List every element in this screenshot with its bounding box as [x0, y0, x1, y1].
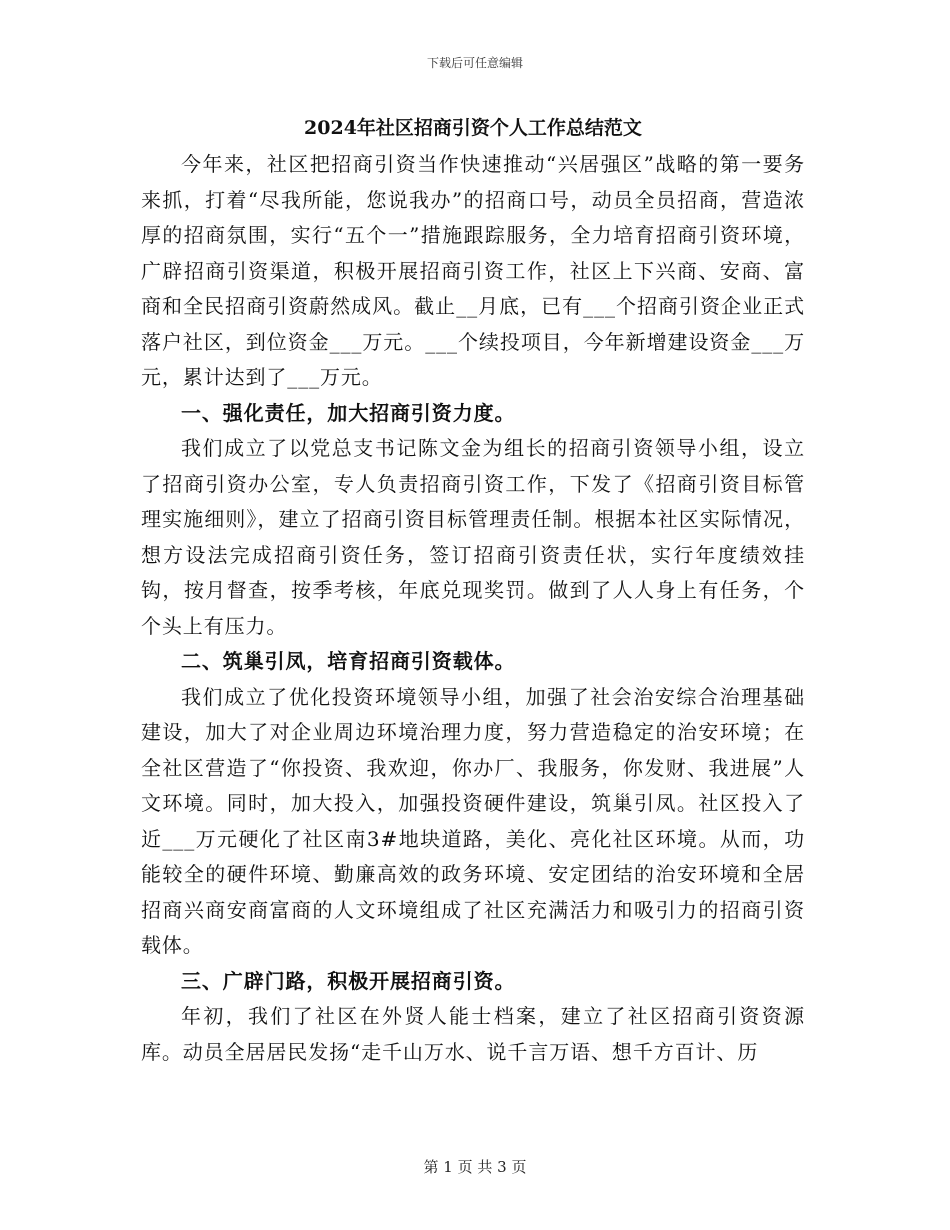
paragraph-intro: 今年来，社区把招商引资当作快速推动“兴居强区”战略的第一要务来抓，打着“尽我所能，您说我办”的招商口号，动员全员招商，营造浓厚的招商氛围，实行“五个一”措施跟踪服务，全力培育招商引资环境，广辟招商引资渠道，积极开展招商引资工作，社区上下兴商、安商、富商和全民招商引资蔚然成风。截止__月底，已有___个招商引资企业正式落户社区，到位资金___万元。___个续投项目，今年新增建设资金___万元，累计达到了___万元。 [141, 152, 805, 389]
paragraph-section-3: 年初，我们了社区在外贤人能士档案，建立了社区招商引资资源库。动员全居居民发扬“走千山万水、说千言万语、想千方百计、历 [141, 1004, 805, 1064]
section-heading-1: 一、强化责任，加大招商引资力度。 [181, 400, 516, 425]
document-title: 2024年社区招商引资个人工作总结范文 [304, 117, 642, 139]
page-number: 第 1 页 共 3 页 [423, 1158, 527, 1176]
document-body [141, 113, 805, 1070]
paragraph-section-2: 我们成立了优化投资环境领导小组，加强了社会治安综合治理基础建设，加大了对企业周边环境治理力度，努力营造稳定的治安环境；在全社区营造了“你投资、我欢迎，你办厂、我服务，你发财、我进展”人文环境。同时，加大投入，加强投资硬件建设，筑巢引凤。社区投入了近___万元硬化了社区南3#地块道路，美化、亮化社区环境。从而，功能较全的硬件环境、勤廉高效的政务环境、安定团结的治安环境和全居招商兴商安商富商的人文环境组成了社区充满活力和吸引力的招商引资载体。 [141, 684, 805, 957]
header-note: 下载后可任意编辑 [426, 56, 523, 70]
section-heading-3: 三、广辟门路，积极开展招商引资。 [181, 968, 516, 993]
paragraph-section-1: 我们成立了以党总支书记陈文金为组长的招商引资领导小组，设立了招商引资办公室，专人负责招商引资工作，下发了《招商引资目标管理实施细则》，建立了招商引资目标管理责任制。根据本社区实际情况，想方设法完成招商引资任务，签订招商引资责任状，实行年度绩效挂钩，按月督查，按季考核，年底兑现奖罚。做到了人人身上有任务，个个头上有压力。 [141, 436, 805, 638]
section-heading-2: 二、筑巢引凤，培育招商引资载体。 [181, 649, 516, 673]
